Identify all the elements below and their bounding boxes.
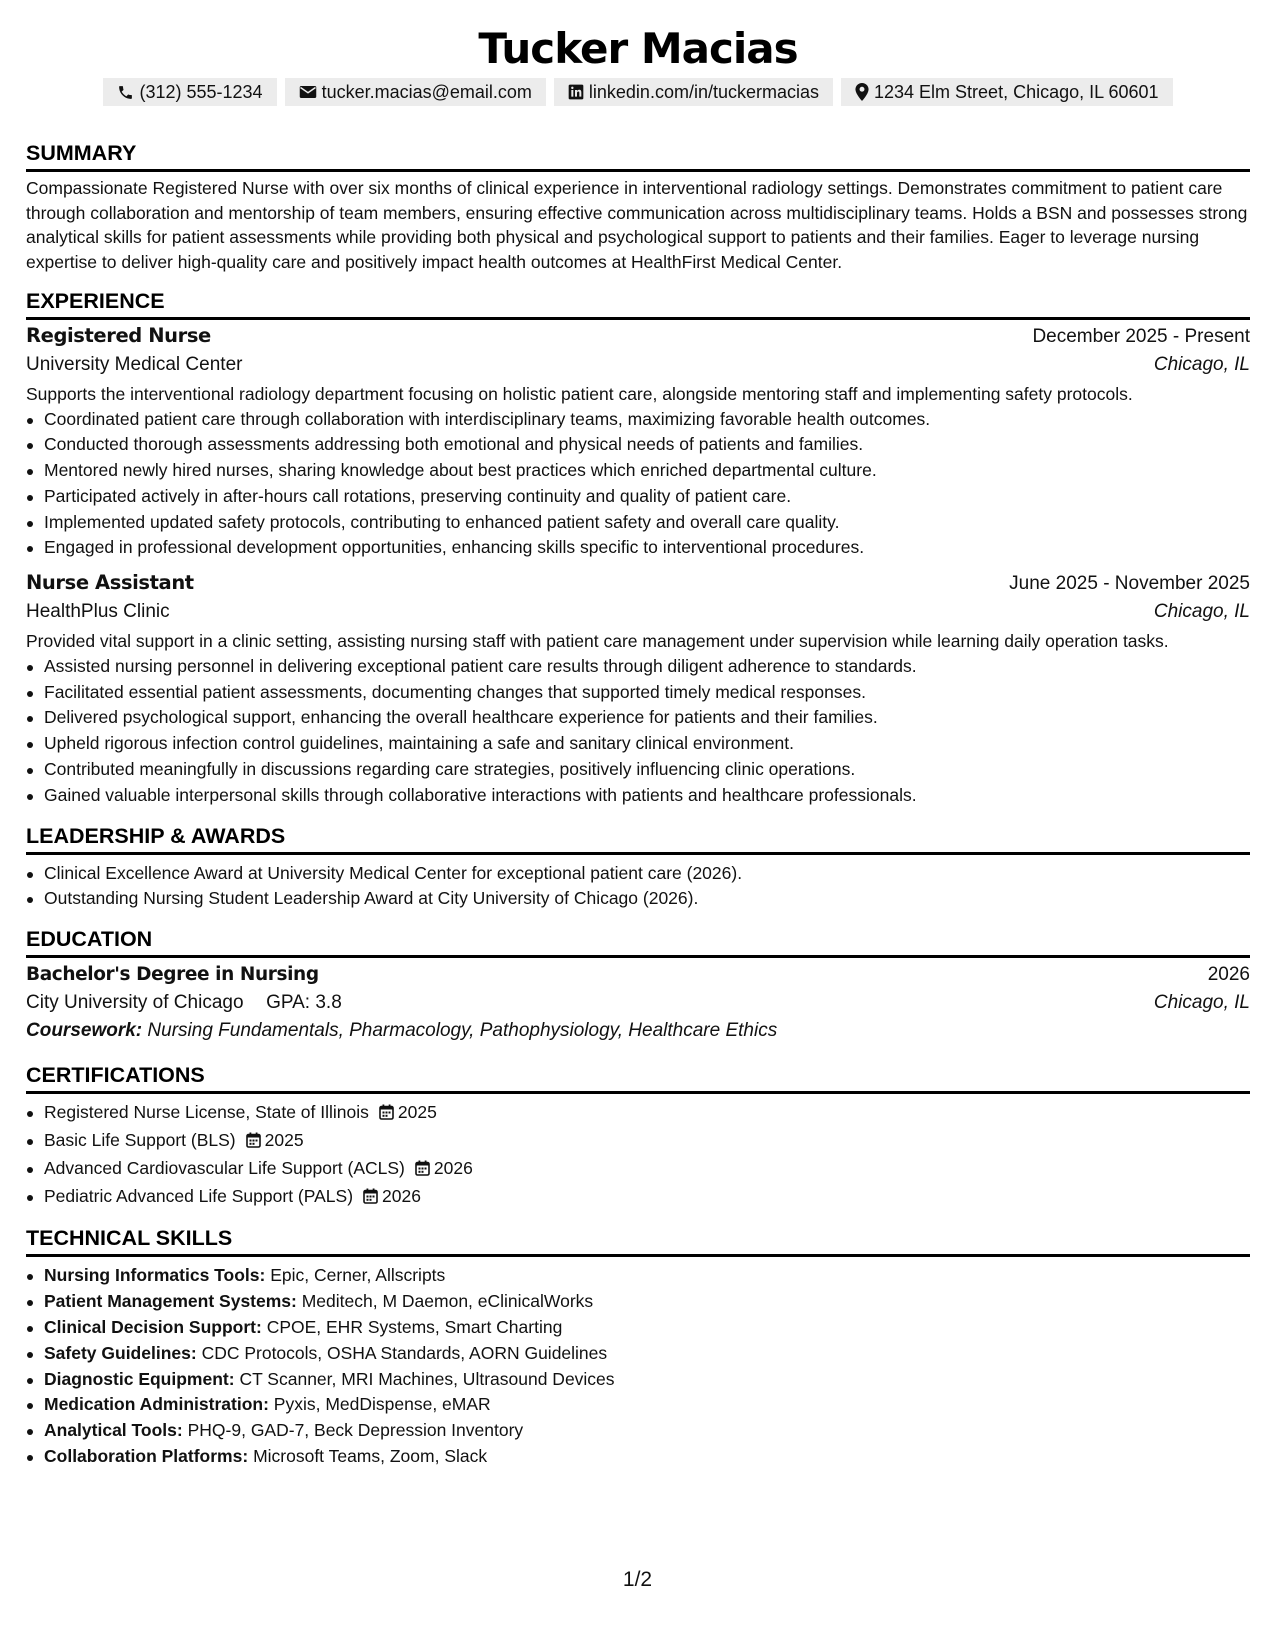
skill-label: Analytical Tools:	[44, 1420, 183, 1441]
address-chip[interactable]	[841, 78, 1173, 106]
cert-name: Registered Nurse License, State of Illinois	[44, 1102, 369, 1123]
list-item	[44, 1156, 1250, 1184]
list-item	[44, 1184, 1250, 1212]
school-location: Chicago, IL	[1153, 992, 1250, 1014]
address-text: 1234 Elm Street, Chicago, IL 60601	[874, 82, 1159, 102]
map-pin-icon	[855, 83, 869, 101]
list-item: Implemented updated safety protocols, contributing to enhanced patient safety and overall care quality.	[44, 510, 1250, 536]
list-item: Coordinated patient care through collaboration with interdisciplinary teams, maximizing favorable health outcomes.	[44, 407, 1250, 433]
phone-icon	[117, 84, 134, 101]
job-entry	[26, 571, 1250, 808]
cert-year: 2026	[433, 1157, 473, 1178]
skill-label: Diagnostic Equipment:	[44, 1368, 235, 1389]
summary-heading: SUMMARY	[26, 140, 1250, 172]
job-title: Registered Nurse	[26, 324, 211, 347]
skills-heading: TECHNICAL SKILLS	[26, 1225, 1250, 1257]
education-section	[26, 926, 1250, 1042]
list-item: Clinical Excellence Award at University Medical Center for exceptional patient care (2026).	[44, 861, 1250, 887]
list-item	[44, 1392, 1250, 1418]
job-bullets	[26, 654, 1250, 809]
list-item: Contributed meaningfully in discussions regarding care strategies, positively influencing clinic operations.	[44, 757, 1250, 783]
coursework-text: Nursing Fundamentals, Pharmacology, Pathophysiology, Healthcare Ethics	[147, 1020, 778, 1042]
cert-year: 2026	[382, 1185, 421, 1206]
awards-heading: LEADERSHIP & AWARDS	[26, 823, 1250, 855]
gpa: GPA: 3.8	[266, 992, 342, 1014]
list-item: Facilitated essential patient assessments, documenting changes that supported timely medical responses.	[44, 680, 1250, 706]
skill-label: Safety Guidelines:	[44, 1342, 197, 1363]
linkedin-chip[interactable]	[554, 78, 833, 106]
skill-value: CT Scanner, MRI Machines, Ultrasound Devices	[239, 1368, 615, 1389]
cert-name: Basic Life Support (BLS)	[44, 1129, 236, 1150]
job-entry	[26, 324, 1250, 561]
calendar-icon	[415, 1158, 430, 1184]
list-item	[44, 1128, 1250, 1156]
job-bullets	[26, 407, 1250, 562]
calendar-icon	[246, 1130, 261, 1156]
email-text: tucker.macias@email.com	[321, 82, 532, 102]
skills-section	[26, 1225, 1250, 1469]
coursework-label: Coursework:	[26, 1020, 143, 1042]
degree-title: Bachelor's Degree in Nursing	[26, 964, 319, 986]
skill-value: PHQ-9, GAD-7, Beck Depression Inventory	[187, 1420, 524, 1441]
list-item: Upheld rigorous infection control guidelines, maintaining a safe and sanitary clinical environment.	[44, 731, 1250, 757]
list-item	[44, 1444, 1250, 1470]
cert-name: Advanced Cardiovascular Life Support (ACLS)	[44, 1157, 405, 1178]
school-name: City University of Chicago	[26, 992, 244, 1014]
list-item: Engaged in professional development opportunities, enhancing skills specific to interventional procedures.	[44, 535, 1250, 561]
skill-label: Collaboration Platforms:	[44, 1445, 249, 1466]
skill-value: Pyxis, MedDispense, eMAR	[273, 1394, 491, 1415]
certifications-heading: CERTIFICATIONS	[26, 1062, 1250, 1094]
skills-list	[26, 1263, 1250, 1469]
envelope-icon	[299, 84, 317, 100]
skill-label: Nursing Informatics Tools:	[44, 1265, 266, 1286]
summary-section	[26, 140, 1250, 274]
list-item: Participated actively in after-hours call rotations, preserving continuity and quality of patient care.	[44, 484, 1250, 510]
skill-label: Medication Administration:	[44, 1394, 269, 1415]
list-item: Assisted nursing personnel in delivering exceptional patient care results through diligent adherence to standards.	[44, 654, 1250, 680]
list-item: Mentored newly hired nurses, sharing knowledge about best practices which enriched departmental culture.	[44, 458, 1250, 484]
cert-year: 2025	[397, 1102, 437, 1123]
calendar-icon	[363, 1186, 378, 1212]
linkedin-text: linkedin.com/in/tuckermacias	[588, 82, 819, 102]
skill-value: Microsoft Teams, Zoom, Slack	[253, 1445, 488, 1466]
list-item: Delivered psychological support, enhancing the overall healthcare experience for patients and their families.	[44, 705, 1250, 731]
summary-text: Compassionate Registered Nurse with over six months of clinical experience in interventional radiology settings. Demonstrates commitment to patient care through collaboration and mentorship of team members, ensuring effective communication across multidisciplinary teams. Holds a BSN and possesses strong analytical skills for patient assessments while providing both physical and psychological support to patients and their families. Eager to leverage nursing expertise to deliver high-quality care and positively impact health outcomes at HealthFirst Medical Center.	[26, 178, 1248, 272]
list-item: Outstanding Nursing Student Leadership Award at City University of Chicago (2026).	[44, 886, 1250, 912]
coursework-line	[26, 1020, 1250, 1042]
certifications-list	[26, 1100, 1250, 1211]
phone-chip[interactable]	[103, 78, 276, 106]
list-item	[44, 1341, 1250, 1367]
resume-page	[26, 0, 1250, 1470]
list-item	[44, 1100, 1250, 1128]
linkedin-icon	[568, 84, 584, 100]
job-location: Chicago, IL	[1153, 354, 1250, 375]
skill-value: Meditech, M Daemon, eClinicalWorks	[301, 1291, 594, 1312]
awards-list	[26, 861, 1250, 913]
email-chip[interactable]	[285, 78, 546, 106]
candidate-name: Tucker Macias	[478, 24, 798, 73]
phone-text: (312) 555-1234	[139, 82, 263, 102]
job-description: Supports the interventional radiology department focusing on holistic patient care, alongside mentoring staff and implementing safety protocols.	[26, 384, 1133, 404]
cert-year: 2025	[264, 1129, 304, 1150]
job-title: Nurse Assistant	[26, 571, 194, 595]
job-description: Provided vital support in a clinic setting, assisting nursing staff with patient care management under supervision while learning daily operation tasks.	[26, 631, 1169, 652]
job-dates: December 2025 - Present	[1032, 326, 1250, 347]
awards-section	[26, 823, 1250, 913]
skill-value: CPOE, EHR Systems, Smart Charting	[266, 1316, 563, 1337]
list-item: Gained valuable interpersonal skills through collaborative interactions with patients and healthcare professionals.	[44, 783, 1250, 809]
experience-section	[26, 288, 1250, 809]
skill-label: Patient Management Systems:	[44, 1291, 297, 1312]
list-item	[44, 1418, 1250, 1444]
list-item: Conducted thorough assessments addressing both emotional and physical needs of patients and families.	[44, 432, 1250, 458]
certifications-section	[26, 1062, 1250, 1211]
job-organization: HealthPlus Clinic	[26, 601, 170, 623]
education-heading: EDUCATION	[26, 926, 1250, 958]
list-item	[44, 1263, 1250, 1289]
job-organization: University Medical Center	[26, 354, 243, 375]
skill-value: Epic, Cerner, Allscripts	[270, 1265, 446, 1286]
job-dates: June 2025 - November 2025	[1009, 573, 1250, 595]
cert-name: Pediatric Advanced Life Support (PALS)	[44, 1185, 354, 1206]
list-item	[44, 1367, 1250, 1393]
skill-label: Clinical Decision Support:	[44, 1316, 262, 1337]
contact-bar	[26, 78, 1250, 106]
skill-value: CDC Protocols, OSHA Standards, AORN Guidelines	[201, 1342, 608, 1363]
calendar-icon	[379, 1102, 394, 1128]
job-location: Chicago, IL	[1153, 601, 1250, 623]
graduation-year: 2026	[1207, 964, 1250, 986]
list-item	[44, 1289, 1250, 1315]
list-item	[44, 1315, 1250, 1341]
experience-heading: EXPERIENCE	[26, 288, 1250, 320]
page-number: 1/2	[622, 1568, 653, 1591]
